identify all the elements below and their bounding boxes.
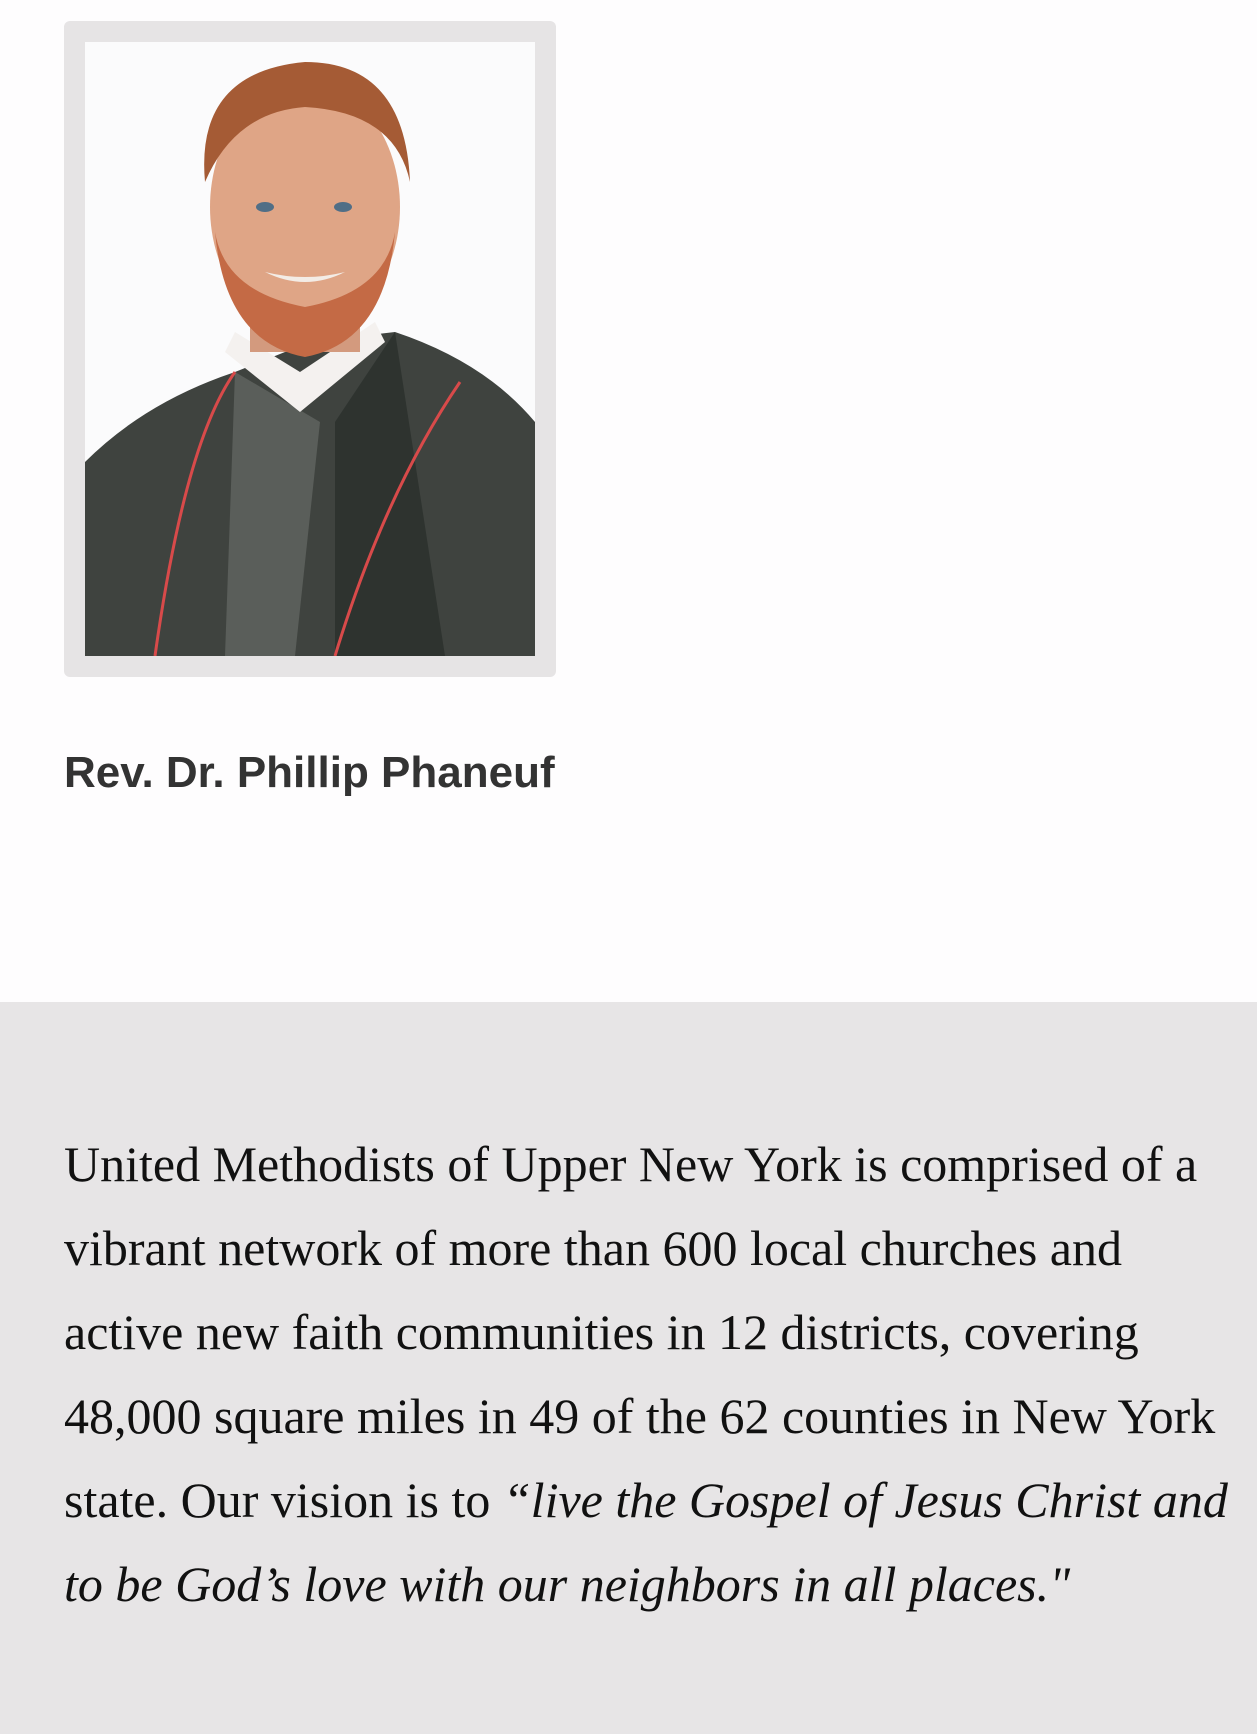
about-text: United Methodists of Upper New York is comprised of a vibrant network of more than 600 local churches and active new faith communities in 12 districts, covering 48,000 square miles in 49 of the 62 counties in New York state. Our vision is to: [64, 1136, 1216, 1528]
portrait-illustration: [85, 42, 535, 656]
profile-photo: [85, 42, 535, 656]
about-section: [0, 1002, 1257, 1734]
about-paragraph: [64, 1122, 1234, 1626]
vision-quote: “live the Gospel of Jesus Christ and to be God’s love with our neighbors in all places.": [64, 1472, 1228, 1612]
person-name: Rev. Dr. Phillip Phaneuf: [64, 748, 555, 797]
photo-frame: [64, 21, 556, 677]
